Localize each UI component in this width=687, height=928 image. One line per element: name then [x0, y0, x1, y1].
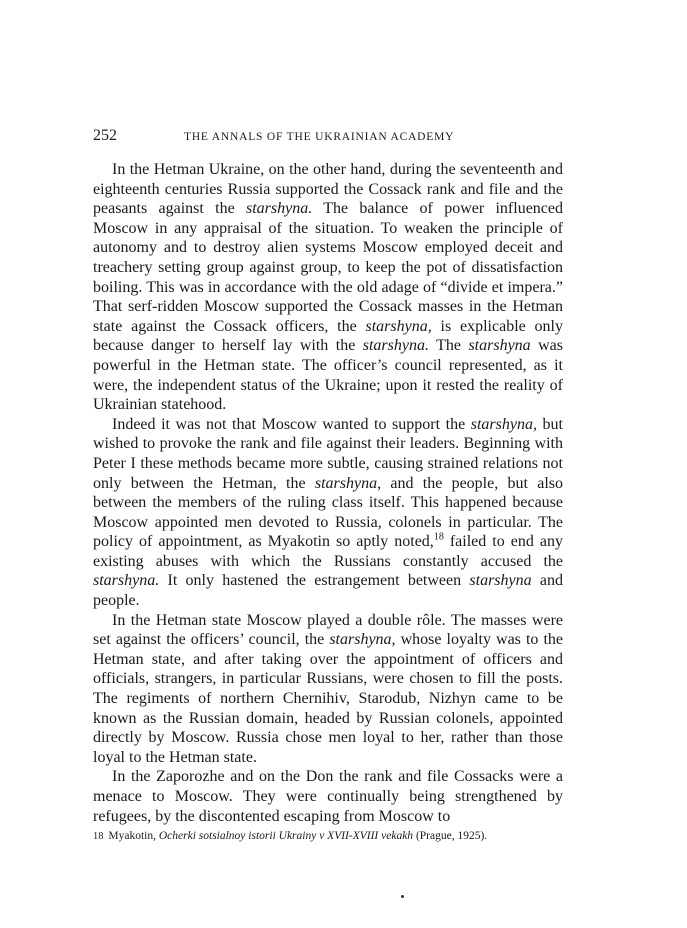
running-title: THE ANNALS OF THE UKRAINIAN ACADEMY	[184, 131, 455, 143]
italic-term: starshyna.	[362, 337, 429, 355]
body-text	[93, 160, 563, 826]
paragraph	[93, 160, 563, 415]
italic-term: Ocherki sotsialnoy istorii Ukrainy v XVII-XVIII vekakh	[158, 830, 414, 842]
text-run: Indeed it was not that Moscow wanted to support the	[112, 415, 471, 433]
paragraph	[93, 415, 563, 611]
paragraph	[93, 767, 563, 826]
footnote-reference: 18	[433, 531, 444, 543]
text-run: In the Hetman Ukraine, on the other hand, during the seventeenth and eighteenth centuries Russia supported the Cossack rank and file and the peasants against the	[93, 161, 563, 218]
text-run: and people.	[93, 572, 564, 610]
text-run: and the people, but also between the members of the ruling class itself. This happened because Moscow appointed men devoted to Russia, colonels in particular. The policy of appointment, as Myakotin so aptly noted,	[93, 474, 564, 551]
text-run: is explicable only because danger to herself lay with the	[93, 317, 564, 355]
italic-term: starshyna.	[93, 572, 160, 590]
footnote	[93, 829, 563, 844]
text-run: (Prague, 1925).	[413, 830, 488, 842]
text-run: Myakotin,	[108, 830, 159, 842]
italic-term: starshyna,	[329, 631, 396, 649]
text-run: The	[428, 337, 469, 355]
italic-term: starshyna	[469, 572, 532, 590]
text-run: In the Hetman state Moscow played a double rôle. The masses were set against the officers’ council, the	[93, 611, 563, 649]
text-run: It only hastened the estrangement between	[159, 572, 470, 590]
text-run: was powerful in the Hetman state. The officer’s council represented, as it were, the independent status of the Ukraine; upon it rested the reality of Ukrainian statehood.	[93, 337, 563, 414]
paragraph	[93, 611, 563, 768]
text-run: In the Zaporozhe and on the Don the rank and file Cossacks were a menace to Moscow. They were continually being strengthened by refugees, by the discontented escaping from Moscow to	[93, 768, 563, 825]
page-mark	[401, 895, 404, 898]
italic-term: starshyna	[468, 337, 531, 355]
italic-term: starshyna.	[245, 200, 313, 218]
text-run: but wished to provoke the rank and file against their leaders. Beginning with Peter I these methods became more subtle, causing strained relations not only between the Hetman, the	[93, 415, 563, 492]
text-run: The balance of power influenced Moscow in any appraisal of the situation. To weaken the principle of autonomy and to destroy alien systems Moscow employed deceit and treachery setting group against group, to keep the pot of dissatisfaction boiling. This was in accordance with the old adage of “divide et impera.” That serf-ridden Moscow supported the Cossack masses in the Hetman state against the Cossack officers, the	[93, 200, 563, 335]
italic-term: starshyna,	[470, 415, 537, 433]
page-header	[93, 126, 573, 146]
footnote-text	[108, 830, 487, 842]
italic-term: starshyna,	[314, 474, 382, 492]
text-run: failed to end any existing abuses with which the Russians constantly accused the	[93, 533, 563, 570]
page-number: 252	[93, 127, 117, 144]
italic-term: starshyna,	[365, 317, 432, 335]
footnote-number: 18	[93, 831, 104, 842]
text-run: whose loyalty was to the Hetman state, and after taking over the appointment of officers and officials, strangers, in particular Russians, were chosen to fill the posts. The regiments of northern Chernihiv, Starodub, Nizhyn came to be known as the Russian domain, headed by Russian colonels, appointed directly by Moscow. Russia chose men loyal to her, rather than those loyal to the Hetman state.	[93, 631, 563, 766]
